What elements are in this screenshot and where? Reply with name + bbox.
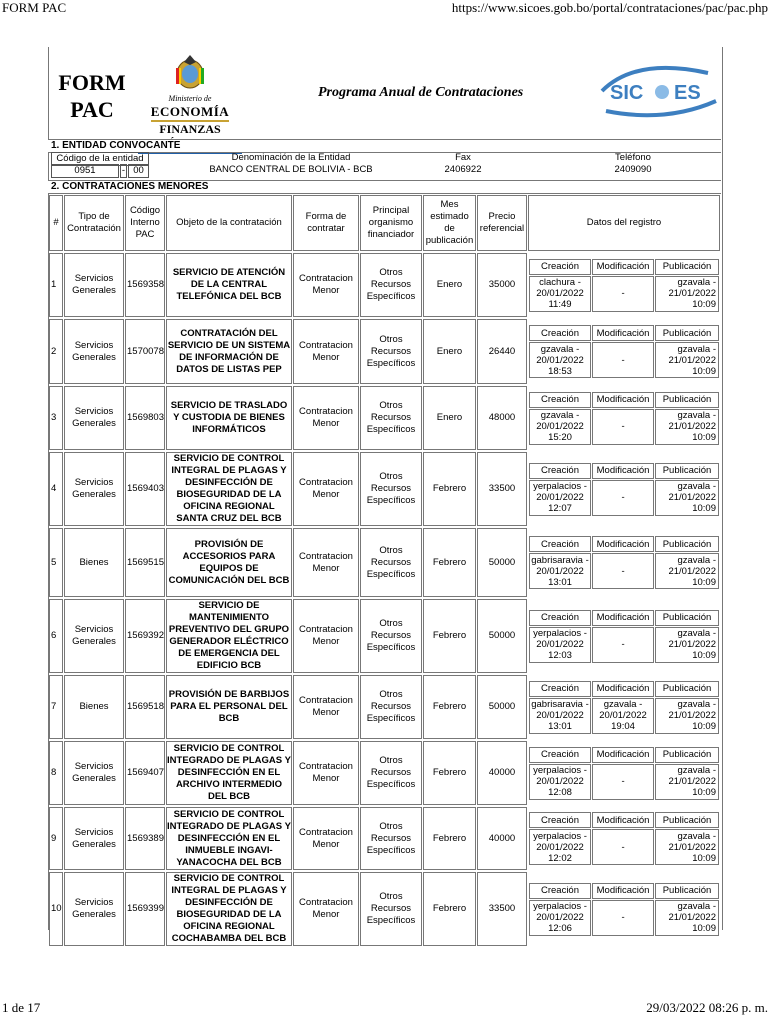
section-1-title: 1. ENTIDAD CONVOCANTE [48,139,721,153]
contract-type: Servicios Generales [64,741,124,805]
registry-modificacion-header: Modificación [592,747,654,763]
page-number: 1 de 17 [2,1000,41,1015]
contract-object: CONTRATACIÓN DEL SERVICIO DE UN SISTEMA DE INFORMACIÓN DE DATOS DE LISTAS PEP [166,319,292,384]
registry-data [528,253,720,317]
registry-creacion: clachura - 20/01/2022 11:49 [529,276,591,312]
registry-publicacion: gzavala - 21/01/2022 10:09 [655,480,719,516]
registry-data [528,675,720,739]
program-title: Programa Anual de Contrataciones [318,85,524,100]
internal-code: 1569399 [125,872,165,946]
contract-object: SERVICIO DE CONTROL INTEGRAL DE PLAGAS Y DESINFECCIÓN DE BIOSEGURIDAD DE LA OFICINA REGIONAL COCHABAMBA DEL BCB [166,872,292,946]
row-number: 1 [49,253,63,317]
reference-price: 40000 [477,807,527,870]
registry-publicacion: gzavala - 21/01/2022 10:09 [655,764,719,800]
registry-modificacion: - [592,409,654,445]
registry-publicacion: gzavala - 21/01/2022 10:09 [655,627,719,663]
contract-form: Contratacion Menor [293,319,359,384]
registry-data [528,807,720,870]
internal-code: 1569803 [125,386,165,450]
internal-code: 1569389 [125,807,165,870]
internal-code: 1569392 [125,599,165,673]
registry-creacion: gabrisaravia - 20/01/2022 13:01 [529,553,591,589]
registry-creacion: yerpalacios - 20/01/2022 12:02 [529,829,591,865]
contract-object: SERVICIO DE CONTROL INTEGRADO DE PLAGAS Y DESINFECCIÓN EN EL ARCHIVO INTERMEDIO DEL BCB [166,741,292,805]
registry-modificacion-header: Modificación [592,610,654,626]
reference-price: 26440 [477,319,527,384]
registry-publicacion-header: Publicación [655,325,719,341]
browser-header-title: FORM PAC [2,0,67,15]
row-number: 3 [49,386,63,450]
registry-table [528,535,720,590]
registry-modificacion: - [592,627,654,663]
registry-publicacion: gzavala - 21/01/2022 10:09 [655,553,719,589]
internal-code: 1569358 [125,253,165,317]
registry-publicacion-header: Publicación [655,812,719,828]
registry-creacion-header: Creación [529,681,591,697]
contract-object: SERVICIO DE ATENCIÓN DE LA CENTRAL TELEFÓNICA DEL BCB [166,253,292,317]
registry-publicacion: gzavala - 21/01/2022 10:09 [655,698,719,734]
contracts-table [48,193,721,948]
column-datos: Datos del registro [528,195,720,251]
table-row [49,675,720,739]
registry-creacion-header: Creación [529,392,591,408]
registry-publicacion: gzavala - 21/01/2022 10:09 [655,342,719,378]
registry-modificacion: - [592,276,654,312]
reference-price: 33500 [477,452,527,526]
contract-form: Contratacion Menor [293,386,359,450]
column-codigo: Código Interno PAC [125,195,165,251]
publication-month: Febrero [423,675,476,739]
column-forma: Forma de contratar [293,195,359,251]
registry-modificacion: gzavala - 20/01/2022 19:04 [592,698,654,734]
column-mes: Mes estimado de publicación [423,195,476,251]
registry-creacion-header: Creación [529,325,591,341]
funding-source: Otros Recursos Específicos [360,528,422,597]
contract-type: Servicios Generales [64,452,124,526]
registry-data [528,319,720,384]
registry-modificacion: - [592,480,654,516]
publication-month: Enero [423,319,476,384]
registry-publicacion-header: Publicación [655,883,719,899]
table-row [49,319,720,384]
publication-month: Febrero [423,872,476,946]
fax-value: 2406922 [444,164,482,175]
registry-creacion-header: Creación [529,463,591,479]
registry-data [528,452,720,526]
registry-modificacion-header: Modificación [592,681,654,697]
ministry-logo [136,50,244,136]
registry-modificacion-header: Modificación [592,536,654,552]
row-number: 5 [49,528,63,597]
entity-code-2: 00 [128,164,149,178]
internal-code: 1570078 [125,319,165,384]
contract-object: SERVICIO DE MANTENIMIENTO PREVENTIVO DEL GRUPO GENERADOR ELÉCTRICO DE EMERGENCIA DEL EDIFICIO BCB [166,599,292,673]
print-timestamp: 29/03/2022 08:26 p. m. [646,1000,768,1015]
funding-source: Otros Recursos Específicos [360,386,422,450]
publication-month: Febrero [423,807,476,870]
registry-creacion: yerpalacios - 20/01/2022 12:08 [529,764,591,800]
registry-modificacion-header: Modificación [592,325,654,341]
internal-code: 1569407 [125,741,165,805]
entity-code-separator: - [121,165,126,176]
registry-creacion: gabrisaravia - 20/01/2022 13:01 [529,698,591,734]
browser-header-url: https://www.sicoes.gob.bo/portal/contrataciones/pac/pac.php [451,0,768,15]
table-row [49,872,720,946]
contract-form: Contratacion Menor [293,872,359,946]
section-2-title: 2. CONTRATACIONES MENORES [48,180,721,194]
contract-form: Contratacion Menor [293,599,359,673]
registry-creacion: gzavala - 20/01/2022 15:20 [529,409,591,445]
reference-price: 50000 [477,528,527,597]
registry-modificacion: - [592,829,654,865]
svg-text:SIC: SIC [610,82,644,104]
registry-publicacion: gzavala - 21/01/2022 10:09 [655,409,719,445]
registry-data [528,599,720,673]
contract-type: Servicios Generales [64,807,124,870]
registry-publicacion-header: Publicación [655,536,719,552]
registry-publicacion-header: Publicación [655,681,719,697]
registry-data [528,872,720,946]
phone-label: Teléfono [615,152,651,163]
registry-publicacion-header: Publicación [655,259,719,275]
internal-code: 1569403 [125,452,165,526]
registry-publicacion: gzavala - 21/01/2022 10:09 [655,829,719,865]
row-number: 6 [49,599,63,673]
row-number: 8 [49,741,63,805]
registry-table [528,462,720,517]
row-number: 10 [49,872,63,946]
registry-table [528,324,720,379]
document-header [48,47,721,139]
publication-month: Febrero [423,452,476,526]
registry-modificacion-header: Modificación [592,259,654,275]
row-number: 7 [49,675,63,739]
svg-text:ES: ES [674,82,701,104]
table-row [49,452,720,526]
funding-source: Otros Recursos Específicos [360,675,422,739]
registry-modificacion: - [592,342,654,378]
fax-label: Fax [455,152,471,163]
column-objeto: Objeto de la contratación [166,195,292,251]
contract-type: Servicios Generales [64,599,124,673]
entity-code-label: Código de la entidad [51,152,149,166]
registry-creacion: gzavala - 20/01/2022 18:53 [529,342,591,378]
publication-month: Enero [423,386,476,450]
row-number: 4 [49,452,63,526]
entity-info [48,152,721,177]
contract-object: PROVISIÓN DE ACCESORIOS PARA EQUIPOS DE COMUNICACIÓN DEL BCB [166,528,292,597]
registry-creacion-header: Creación [529,259,591,275]
entity-code-1: 0951 [51,164,119,178]
registry-modificacion: - [592,553,654,589]
internal-code: 1569518 [125,675,165,739]
contract-object: SERVICIO DE TRASLADO Y CUSTODIA DE BIENES INFORMÁTICOS [166,386,292,450]
funding-source: Otros Recursos Específicos [360,741,422,805]
registry-data [528,386,720,450]
publication-month: Enero [423,253,476,317]
funding-source: Otros Recursos Específicos [360,599,422,673]
registry-creacion-header: Creación [529,812,591,828]
table-row [49,528,720,597]
contract-type: Servicios Generales [64,386,124,450]
contract-form: Contratacion Menor [293,528,359,597]
contract-type: Bienes [64,528,124,597]
table-row [49,599,720,673]
column-precio: Precio referencial [477,195,527,251]
registry-modificacion-header: Modificación [592,812,654,828]
reference-price: 48000 [477,386,527,450]
entity-name: BANCO CENTRAL DE BOLIVIA - BCB [209,164,373,175]
registry-creacion-header: Creación [529,536,591,552]
reference-price: 40000 [477,741,527,805]
column-tipo: Tipo de Contratación [64,195,124,251]
registry-modificacion-header: Modificación [592,463,654,479]
registry-table [528,258,720,313]
phone-value: 2409090 [614,164,652,175]
reference-price: 33500 [477,872,527,946]
contract-form: Contratacion Menor [293,741,359,805]
table-row [49,253,720,317]
publication-month: Febrero [423,599,476,673]
registry-publicacion: gzavala - 21/01/2022 10:09 [655,900,719,936]
sicoes-logo [596,61,720,121]
registry-table [528,391,720,446]
entity-name-label: Denominación de la Entidad [231,152,351,163]
registry-table [528,882,720,937]
ministry-small-label: Ministerio de [168,94,212,103]
reference-price: 35000 [477,253,527,317]
contract-object: PROVISIÓN DE BARBIJOS PARA EL PERSONAL DEL BCB [166,675,292,739]
funding-source: Otros Recursos Específicos [360,807,422,870]
registry-modificacion: - [592,764,654,800]
registry-creacion-header: Creación [529,610,591,626]
table-row [49,807,720,870]
registry-modificacion-header: Modificación [592,392,654,408]
ministry-line-2: FINANZAS [159,122,221,136]
column-organismo: Principal organismo financiador [360,195,422,251]
registry-table [528,811,720,866]
registry-data [528,528,720,597]
coat-of-arms-icon [170,52,210,92]
registry-creacion-header: Creación [529,883,591,899]
registry-modificacion: - [592,900,654,936]
registry-publicacion-header: Publicación [655,392,719,408]
contract-form: Contratacion Menor [293,452,359,526]
funding-source: Otros Recursos Específicos [360,253,422,317]
registry-data [528,741,720,805]
row-number: 2 [49,319,63,384]
registry-creacion: yerpalacios - 20/01/2022 12:06 [529,900,591,936]
reference-price: 50000 [477,675,527,739]
publication-month: Febrero [423,528,476,597]
contract-type: Servicios Generales [64,319,124,384]
contract-object: SERVICIO DE CONTROL INTEGRAL DE PLAGAS Y DESINFECCIÓN DE BIOSEGURIDAD DE LA OFICINA REGIONAL SANTA CRUZ DEL BCB [166,452,292,526]
registry-modificacion-header: Modificación [592,883,654,899]
registry-creacion: yerpalacios - 20/01/2022 12:07 [529,480,591,516]
registry-publicacion: gzavala - 21/01/2022 10:09 [655,276,719,312]
contract-type: Servicios Generales [64,253,124,317]
contract-form: Contratacion Menor [293,807,359,870]
column-num: # [49,195,63,251]
funding-source: Otros Recursos Específicos [360,872,422,946]
registry-publicacion-header: Publicación [655,610,719,626]
publication-month: Febrero [423,741,476,805]
registry-creacion-header: Creación [529,747,591,763]
registry-creacion: yerpalacios - 20/01/2022 12:03 [529,627,591,663]
contract-type: Servicios Generales [64,872,124,946]
contract-form: Contratacion Menor [293,253,359,317]
registry-table [528,609,720,664]
registry-table [528,746,720,801]
table-row [49,386,720,450]
form-title: FORM PAC [58,70,126,122]
internal-code: 1569515 [125,528,165,597]
contract-object: SERVICIO DE CONTROL INTEGRADO DE PLAGAS Y DESINFECCIÓN EN EL INMUEBLE INGAVI-YANACOCHA DEL BCB [166,807,292,870]
contract-type: Bienes [64,675,124,739]
ministry-line-1: ECONOMÍA [151,104,229,122]
table-header-row [49,195,720,251]
table-row [49,741,720,805]
registry-table [528,680,720,735]
funding-source: Otros Recursos Específicos [360,319,422,384]
row-number: 9 [49,807,63,870]
funding-source: Otros Recursos Específicos [360,452,422,526]
registry-publicacion-header: Publicación [655,463,719,479]
contract-form: Contratacion Menor [293,675,359,739]
reference-price: 50000 [477,599,527,673]
registry-publicacion-header: Publicación [655,747,719,763]
